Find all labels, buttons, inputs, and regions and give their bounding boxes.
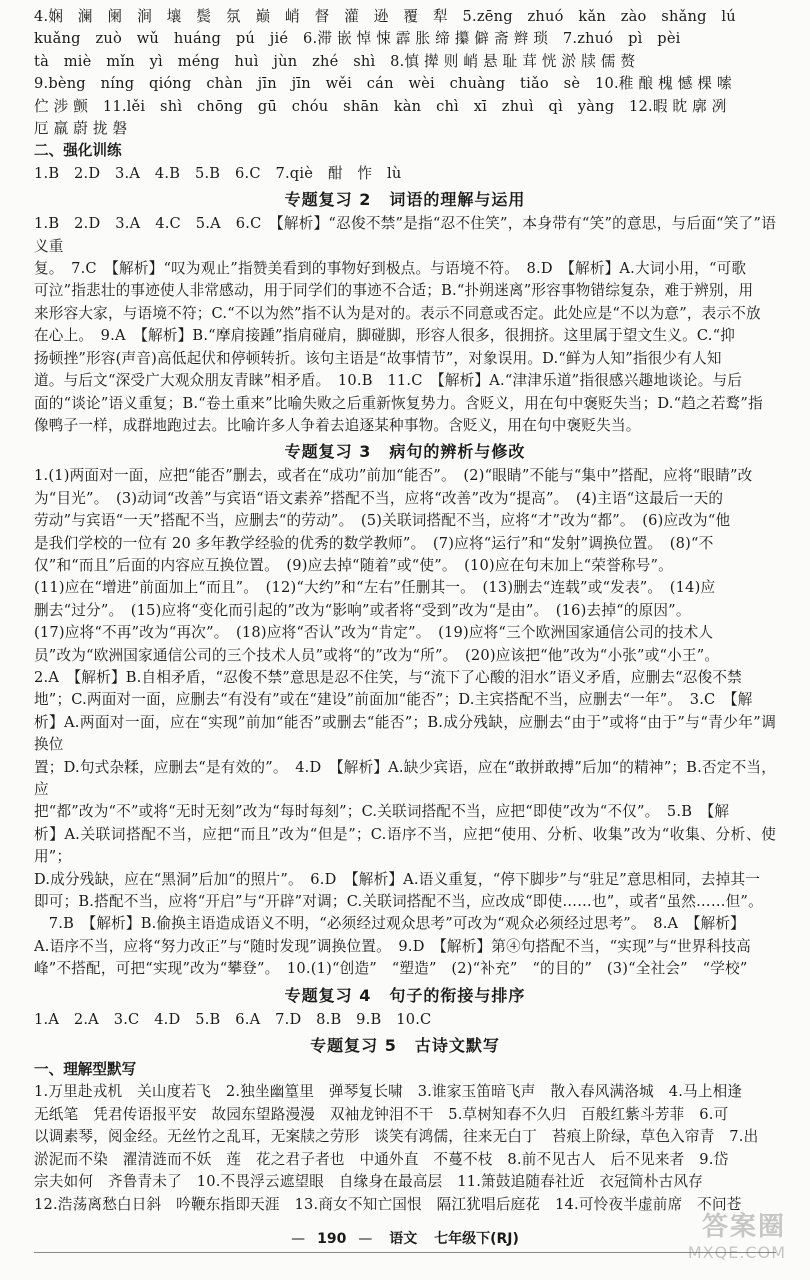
topic-3 [34, 439, 776, 980]
text-line: D.成分残缺，应在“黑洞”后加“的照片”。 6.D 【解析】A.语义重复，“停下脚步”与“驻足”意思相同，去掉其一 [34, 870, 761, 888]
topic-title: 病句的辨析与修改 [389, 442, 526, 462]
text-line: 1.A 2.A 3.C 4.D 5.B 6.A 7.D 8.B 9.B 10.C [34, 1010, 432, 1028]
text-line: 是我们学校的一位有 20 多年教学经验的优秀的数学教师”。 (7)应将“运行”和“发射”调换位置。 (8)“不 [34, 534, 714, 552]
section-subtitle: 二、强化训练 [34, 142, 122, 160]
text-line: 以调素琴，阅金经。无丝竹之乱耳，无案牍之劳形 谈笑有鸿儒，往来无白丁 苔痕上阶绿，草色入帘青 7.出 [34, 1128, 759, 1146]
topic-heading [34, 1033, 776, 1058]
text-line: 可泣”指悲壮的事迹使人非常感动，用于同学们的事迹不合适；B.“扑朔迷离”形容事物错综复杂，难于辨别，用 [34, 282, 754, 300]
topic-title: 句子的衔接与排序 [389, 985, 526, 1005]
text-line: 删去“过分”。 (15)应将“变化而引起的”改为“影响”或者将“受到”改为“是由”。 (16)去掉“的原因”。 [34, 601, 691, 619]
text-line: 为“目光”。 (3)动词“改善”与宾语“语文素养”搭配不当，应将“改善”改为“提高”。 (4)主语“这最后一天的 [34, 489, 724, 507]
text-line: 2.A 【解析】B.自相矛盾，“忍俊不禁”意思是忍不住笑，与“流下了心酸的泪水”语义矛盾，应删去“忍俊不禁 [34, 668, 742, 686]
topic-number: 专题复习 5 [310, 1036, 397, 1056]
text-line: (11)应在“增进”前面加上“而且”。 (12)“大约”和“左右”任删其一。 (13)删去“连载”或“发表”。 (14)应 [34, 579, 716, 597]
text-line: 来形容大家，与语境不符；C.“不以为然”指不认为是对的。表示不同意或否定。此处应是“不以为意”，表示不放 [34, 304, 761, 322]
text-line: 员”改为“欧洲国家通信公司的三个技术人员”或将“的”改为“所”。 (20)应该把“他”改为“小张”或“小王”。 [34, 646, 720, 664]
text-line: 1.(1)两面对一面，应把“能否”删去，或者在“成功”前加“能否”。 (2)“眼睛”不能与“集中”搭配，应将“眼睛”改 [34, 467, 753, 485]
page-number: 190 [317, 1231, 347, 1247]
page-footer: — 190 — 语文 七年级下(RJ) [291, 1231, 519, 1247]
text-line: 在心上。 9.A 【解析】B.“摩肩接踵”指肩碰肩，脚碰脚，形容人很多，很拥挤。这里属于望文生义。C.“抑 [34, 327, 736, 345]
text-line: 9.bèng níng qióng chàn jīn jīn wěi cán wèi chuàng tiǎo sè 10.稚 酿 槐 憾 棵 嗦 [34, 75, 732, 93]
topic-4 [34, 983, 776, 1031]
text-line: 面的“谈论”语义重复；B.“卷土重来”比喻失败之后重新恢复势力。含贬义，用在句中褒贬失当；D.“趋之若鹜”指 [34, 394, 763, 412]
text-line: (17)应将“不再”改为“再次”。 (18)应将“否认”改为“肯定”。 (19)应将“三个欧洲国家通信公司的技术人 [34, 624, 714, 642]
topic-heading [34, 983, 776, 1008]
text-line: 1.B 2.D 3.A 4.B 5.B 6.C 7.qiè 酣 怍 lù [34, 164, 402, 182]
text-line: 把“都”改为“不”或将“无时无刻”改为“每时每刻”；C.关联词搭配不当，应把“即使”改为“不仅”。 5.B 【解 [34, 803, 730, 821]
text-line: 4.娴 澜 阑 涧 壤 鬓 氛 巅 峭 督 灌 逊 覆 犁 5.zēng zhuó kǎn zào shǎng lú [34, 8, 736, 25]
subject-label: 语文 [389, 1231, 418, 1247]
text-line: kuǎng zuò wǔ huáng pú jié 6.滞 嵌 悼 悚 霹 胀 缔 攥 僻 斋 辫 琐 7.zhuó pì pèi [34, 30, 681, 48]
topic-number: 专题复习 2 [284, 190, 372, 210]
topic-5 [34, 1033, 776, 1216]
topic-heading [34, 187, 776, 212]
text-line: 置；D.句式杂糅，应删去“是有效的”。 4.D 【解析】A.缺少宾语，应在“敢拼敢搏”后加“的精神”；B.否定不当，应 [34, 758, 776, 798]
topic-number: 专题复习 3 [284, 442, 372, 462]
text-line: 7.B 【解析】B.偷换主语造成语义不明，“必须经过观众思考”可改为“观众必须经过思考”。 8.A 【解析】 [34, 915, 745, 933]
text-line: 道。与后文“深受广大观众朋友青睐”相矛盾。 10.B 11.C 【解析】A.“津津乐道”指很感兴趣地谈论。与后 [34, 372, 743, 390]
topic-2 [34, 187, 776, 437]
text-line: 仅”和“而且”后面的内容应互换位置。 (9)应去掉“随着”或“使”。 (10)应在句末加上“荣誉称号”。 [34, 556, 673, 574]
text-line: 扬顿挫”形容(声音)高低起伏和停顿转折。该句主语是“故事情节”，对象误用。D.“鲜为人知”指很少有人知 [34, 349, 722, 367]
text-line: 劳动”与宾语“一天”搭配不当，应删去“的劳动”。 (5)关联词搭配不当，应将“才”改为“都”。 (6)应改为“他 [34, 512, 731, 530]
watermark-url: MXQE.COM [687, 1243, 786, 1262]
text-line: 峰”不搭配，可把“实现”改为“攀登”。 10.(1)“创造” “塑造” (2)“补充” “的目的” (3)“全社会” “学校” [34, 960, 748, 978]
text-line: 复。 7.C 【解析】“叹为观止”指赞美看到的事物好到极点。与语境不符。 8.D 【解析】A.大词小用，“可歌 [34, 260, 747, 278]
text-line: 厄 羸 蔚 拢 磐 [34, 120, 128, 138]
text-line: 即可；B.搭配不当，应将“开启”与“开辟”对调；C.关联词搭配不当，应改成“即使……也”，或者“虽然……但”。 [34, 893, 763, 911]
text-line: 1.B 2.D 3.A 4.C 5.A 6.C 【解析】“忍俊不禁”是指“忍不住笑”，本身带有“笑”的意思，与后面“笑了”语义重 [34, 215, 776, 255]
text-line: 1.万里赴戎机 关山度若飞 2.独坐幽篁里 弹琴复长啸 3.谁家玉笛暗飞声 散入春风满洛城 4.马上相逢 [34, 1083, 743, 1101]
text-line: 12.浩荡离愁白日斜 吟鞭东指即天涯 13.商女不知亡国恨 隔江犹唱后庭花 14.可怜夜半虚前席 不问苍 [34, 1195, 742, 1213]
text-line: 析】A.两面对一面，应在“实现”前加“能否”或删去“能否”；B.成分残缺，应删去“由于”或将“由于”与“青少年”调换位 [34, 713, 776, 754]
section-subtitle: 一、理解型默写 [34, 1061, 137, 1079]
topic-heading [34, 439, 776, 464]
topic-title: 古诗文默写 [414, 1036, 500, 1056]
text-line: 像鸭子一样，成群地跑过去。比喻许多人争着去追逐某种事物。含贬义，用在句中褒贬失当。 [34, 416, 641, 434]
topic-number: 专题复习 4 [284, 985, 372, 1005]
text-line: 淤泥而不染 濯清涟而不妖 莲 花之君子者也 中通外直 不蔓不枝 8.前不见古人 后不见来者 9.岱 [34, 1150, 729, 1168]
topic-title: 词语的理解与运用 [389, 190, 526, 210]
grade-label: 七年级下(RJ) [434, 1231, 519, 1247]
watermark-logo [636, 1206, 786, 1276]
text-line: 无纸笔 凭君传语报平安 故园东望路漫漫 双袖龙钟泪不干 5.草树知春不久归 百般红紫斗芳菲 6.可 [34, 1105, 729, 1123]
text-line: A.语序不当，应将“努力改正”与“随时发现”调换位置。 9.D 【解析】第④句搭配不当，“实现”与“世界科技高 [34, 937, 751, 955]
watermark-text: 答案圈 [701, 1212, 786, 1242]
section-vocab [34, 6, 776, 185]
text-line: 宗夫如何 齐鲁青未了 10.不畏浮云遮望眼 自缘身在最高层 11.箫鼓追随春社近 衣冠简朴古风存 [34, 1173, 703, 1191]
text-line: 析】A.关联词搭配不当，应把“而且”改为“但是”；C.语序不当，应把“使用、分析、收集”改为“收集、分析、使用”； [34, 825, 776, 866]
text-line: 伫 涉 颤 11.lěi shì chōng gū chóu shān kàn chì xī zhuì qì yàng 12.暇 眈 廓 冽 [34, 97, 727, 115]
text-line: 地”；C.两面对一面，应删去“有没有”或在“建设”前面加“能否”；D.主宾搭配不当，应删去“一年”。 3.C 【解 [34, 691, 753, 709]
text-line: tà miè mǐn yì méng huì jùn zhé shì 8.慎 撵 则 峭 悬 耻 茸 恍 淤 牍 儒 赘 [34, 52, 636, 70]
